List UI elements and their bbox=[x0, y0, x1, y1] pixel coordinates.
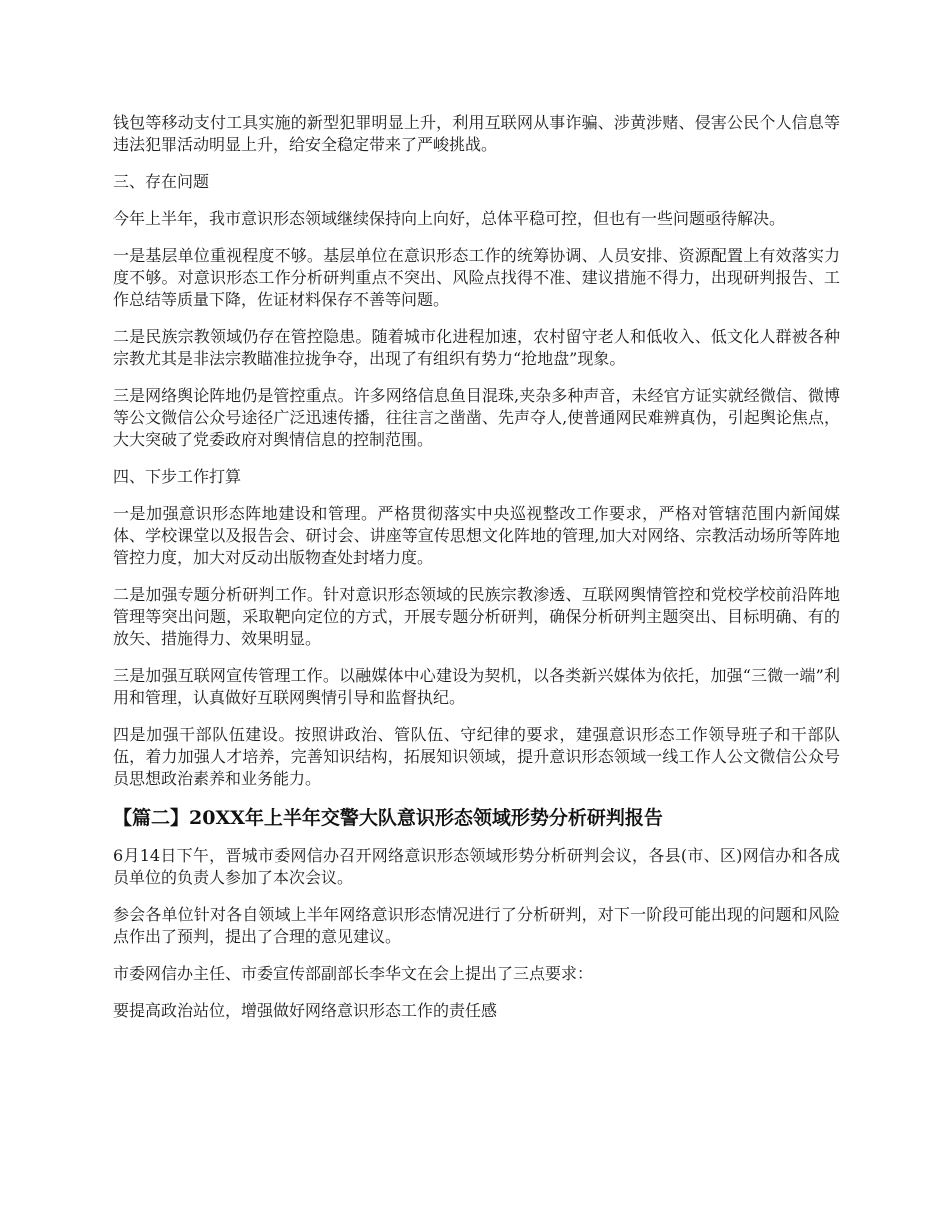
paragraph-requirement-1: 要提高政治站位，增强做好网络意识形态工作的责任感 bbox=[113, 1001, 498, 1020]
paragraph-plan-4: 四是加强干部队伍建设。按照讲政治、管队伍、守纪律的要求，建强意识形态工作领导班子和干部队伍，着力加强人才培养，完善知识结构，拓展知识领域，提升意识形态领域一线工作人公文微信公众号员思想政治素养和业务能力。 bbox=[113, 725, 840, 788]
section-heading-next-steps: 四、下步工作打算 bbox=[113, 467, 242, 486]
paragraph-problem-3: 三是网络舆论阵地仍是管控重点。许多网络信息鱼目混珠,夹杂多种声音，未经官方证实就经微信、微博等公文微信公众号途径广泛迅速传播，往往言之凿凿、先声夺人,使普通网民难辨真伪，引起舆论焦点，大大突破了党委政府对舆情信息的控制范围。 bbox=[113, 386, 840, 449]
document-page bbox=[113, 112, 840, 1037]
paragraph-mobile-payment-crime: 钱包等移动支付工具实施的新型犯罪明显上升，利用互联网从事诈骗、涉黄涉赌、侵害公民个人信息等违法犯罪活动明显上升，给安全稳定带来了严峻挑战。 bbox=[113, 113, 840, 154]
paragraph-meeting-analysis: 参会各单位针对各自领域上半年网络意识形态情况进行了分析研判，对下一阶段可能出现的问题和风险点作出了预判，提出了合理的意见建议。 bbox=[113, 905, 840, 946]
part-two-title: 【篇二】20XX年上半年交警大队意识形态领域形势分析研判报告 bbox=[113, 807, 663, 829]
paragraph-plan-1: 一是加强意识形态阵地建设和管理。严格贯彻落实中央巡视整改工作要求，严格对管辖范围内新闻媒体、学校课堂以及报告会、研讨会、讲座等宣传思想文化阵地的管理,加大对网络、宗教活动场所等阵地管控力度，加大对反动出版物查处封堵力度。 bbox=[113, 504, 840, 567]
paragraph-plan-2: 二是加强专题分析研判工作。针对意识形态领域的民族宗教渗透、互联网舆情管控和党校学校前沿阵地管理等突出问题，采取靶向定位的方式，开展专题分析研判，确保分析研判主题突出、目标明确、有的放矢、措施得力、效果明显。 bbox=[113, 585, 840, 648]
paragraph-meeting-intro: 6月14日下午，晋城市委网信办召开网络意识形态领域形势分析研判会议，各县(市、区)网信办和各成员单位的负责人参加了本次会议。 bbox=[113, 846, 840, 887]
paragraph-problems-intro: 今年上半年，我市意识形态领域继续保持向上向好，总体平稳可控，但也有一些问题亟待解决。 bbox=[113, 209, 786, 228]
paragraph-problem-1: 一是基层单位重视程度不够。基层单位在意识形态工作的统筹协调、人员安排、资源配置上有效落实力度不够。对意识形态工作分析研判重点不突出、风险点找得不准、建议措施不得力，出现研判报告、工作总结等质量下降，佐证材料保存不善等问题。 bbox=[113, 246, 840, 309]
paragraph-problem-2: 二是民族宗教领域仍存在管控隐患。随着城市化进程加速，农村留守老人和低收入、低文化人群被各种宗教尤其是非法宗教瞄准拉拢争夺，出现了有组织有势力“抢地盘”现象。 bbox=[113, 327, 840, 368]
section-heading-problems: 三、存在问题 bbox=[113, 172, 210, 191]
paragraph-plan-3: 三是加强互联网宣传管理工作。以融媒体中心建设为契机，以各类新兴媒体为依托，加强“三微一端”利用和管理，认真做好互联网舆情引导和监督执纪。 bbox=[113, 666, 840, 707]
paragraph-director-requirements: 市委网信办主任、市委宣传部副部长李华文在会上提出了三点要求： bbox=[113, 964, 594, 983]
